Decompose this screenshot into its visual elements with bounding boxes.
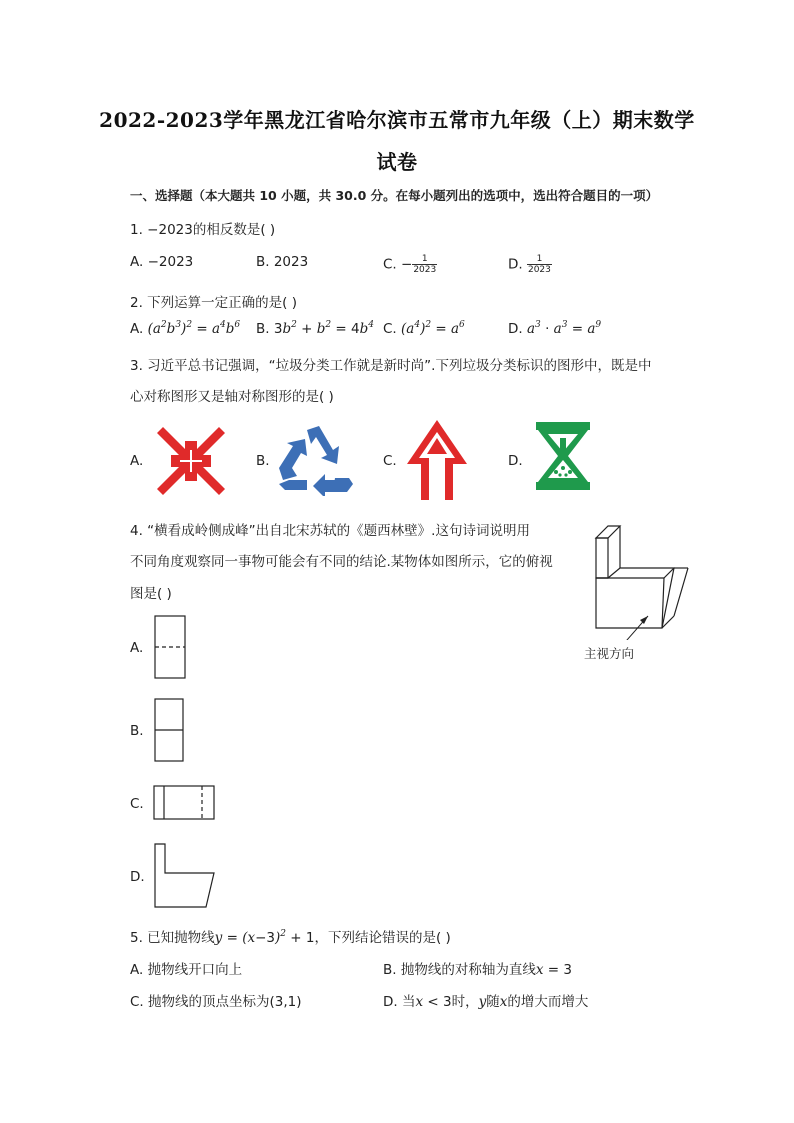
q2-option-a: A. $(a^2b^3)^2 = a^4b^6$	[130, 320, 241, 337]
paper-title-line2: 试卷	[376, 150, 418, 174]
q4-option-d-label: D.	[130, 869, 145, 885]
q1-option-d-fraction: $\frac{1}{2023}$	[527, 254, 551, 275]
q3-stem-line1: 3. 习近平总书记强调，“垃圾分类工作就是新时尚”.下列垃圾分类标识的图形中，既是中	[130, 358, 652, 374]
q4-option-c-label: C.	[130, 796, 144, 812]
q1-option-d: D. $\frac{1}{2023}$	[508, 254, 551, 275]
q3-option-a-label: A.	[130, 453, 144, 469]
q3-option-c-label: C.	[383, 453, 397, 469]
q2-stem: 2. 下列运算一定正确的是( )	[130, 295, 297, 311]
q5-option-a: A. 抛物线开口向上	[130, 962, 243, 978]
q3-option-a-red-arrows-icon	[154, 424, 228, 498]
q3-stem-line2: 心对称图形又是轴对称图形的是( )	[130, 389, 334, 405]
q1-option-a: A. −2023	[130, 254, 194, 270]
q4-option-a-figure	[154, 615, 186, 679]
q3-option-b-label: B.	[256, 453, 270, 469]
q5-option-b: B. 抛物线的对称轴为直线x = 3	[383, 962, 572, 978]
q2-option-b: B. $3b^2 + b^2 = 4b^4$	[256, 320, 375, 337]
q4-option-c-figure	[153, 785, 217, 821]
section-header: 一、选择题（本大题共 10 小题，共 30.0 分。在每小题列出的选项中，选出符合题目的一项）	[130, 188, 659, 203]
q5-stem: 5. 已知抛物线$y = (x-3)^2 + 1$，下列结论错误的是( )	[130, 929, 451, 946]
q3-option-d-green-hourglass-icon	[534, 420, 592, 492]
q1-option-c-fraction: $\frac{1}{2023}$	[413, 254, 437, 275]
q4-figure-caption: 主视方向	[584, 646, 635, 661]
q4-stem-line2: 不同角度观察同一事物可能会有不同的结论.某物体如图所示，它的俯视	[130, 554, 553, 570]
q4-stem-line3: 图是( )	[130, 586, 172, 602]
q4-solid-figure	[588, 520, 698, 640]
paper-title-line1: 2022-2023学年黑龙江省哈尔滨市五常市九年级（上）期末数学	[99, 108, 695, 132]
q3-option-b-recycle-icon	[277, 424, 357, 496]
q3-option-d-label: D.	[508, 453, 523, 469]
q2-option-d: D. $a^3 \cdot a^3 = a^9$	[508, 320, 602, 337]
q4-option-b-label: B.	[130, 723, 144, 739]
q5-option-c: C. 抛物线的顶点坐标为(3,1)	[130, 994, 302, 1010]
q4-option-d-figure	[154, 843, 216, 909]
q2-option-c: C. $(a^4)^2 = a^6$	[383, 320, 465, 337]
q4-stem-line1: 4. “横看成岭侧成峰”出自北宋苏轼的《题西林壁》.这句诗词说明用	[130, 523, 530, 539]
q1-option-c: C. − $\frac{1}{2023}$	[383, 254, 437, 275]
q4-option-a-label: A.	[130, 640, 144, 656]
q4-option-b-figure	[154, 698, 184, 762]
q1-stem: 1. −2023的相反数是( )	[130, 222, 276, 238]
q3-option-c-red-arrow-icon	[403, 418, 471, 500]
q1-option-b: B. 2023	[256, 254, 309, 270]
q5-option-d: D. 当x < 3时，y随x的增大而增大	[383, 994, 589, 1010]
